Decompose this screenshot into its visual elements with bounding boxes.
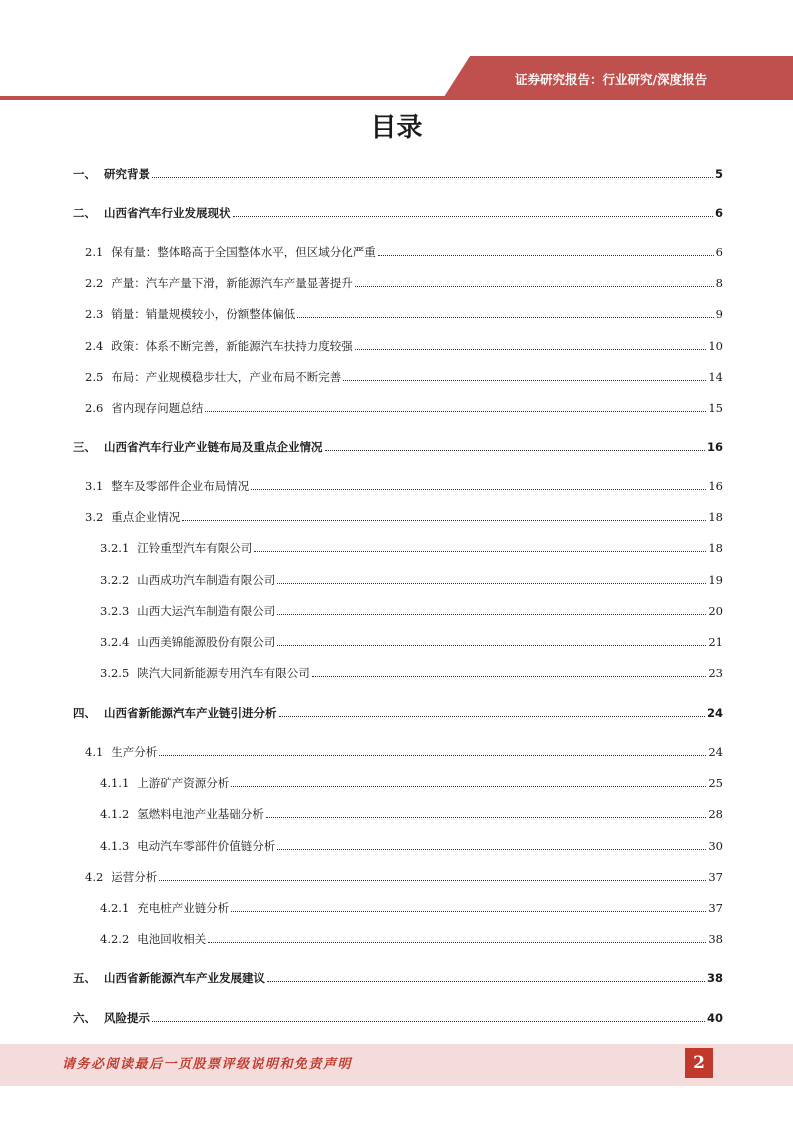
toc-entry[interactable]: 3.2.1 江铃重型汽车有限公司 18 (100, 541, 723, 555)
toc-entry[interactable]: 4.1.1 上游矿产资源分析 25 (100, 776, 723, 790)
toc-entry[interactable]: 4.1.3 电动汽车零部件价值链分析 30 (100, 839, 723, 853)
toc-entry[interactable]: 3.2 重点企业情况 18 (85, 510, 723, 524)
toc-entry[interactable]: 3.2.5 陕汽大同新能源专用汽车有限公司 23 (100, 666, 723, 680)
report-type-label: 证券研究报告：行业研究/深度报告 (515, 72, 708, 87)
toc-entry[interactable]: 4.1.2 氢燃料电池产业基础分析 28 (100, 807, 723, 821)
toc-entry[interactable]: 四、 山西省新能源汽车产业链引进分析 24 (73, 706, 723, 720)
toc-entry[interactable]: 3.1 整车及零部件企业布局情况 16 (85, 479, 723, 493)
toc-entry[interactable]: 3.2.3 山西大运汽车制造有限公司 20 (100, 604, 723, 618)
toc-entry[interactable]: 3.2.2 山西成功汽车制造有限公司 19 (100, 573, 723, 587)
toc-entry[interactable]: 2.3 销量：销量规模较小，份额整体偏低 9 (85, 307, 723, 321)
toc-entry[interactable]: 二、 山西省汽车行业发展现状 6 (73, 206, 723, 220)
toc-entry[interactable]: 4.2 运营分析 37 (85, 870, 723, 884)
toc-entry[interactable]: 2.4 政策：体系不断完善，新能源汽车扶持力度较强 10 (85, 339, 723, 353)
footer-disclaimer: 请务必阅读最后一页股票评级说明和免责声明 (62, 1057, 353, 1072)
toc-entry[interactable]: 2.6 省内现存问题总结 15 (85, 401, 723, 415)
toc-entry[interactable]: 4.1 生产分析 24 (85, 745, 723, 759)
toc-entry[interactable]: 2.1 保有量：整体略高于全国整体水平，但区域分化严重 6 (85, 245, 723, 259)
toc-entry[interactable]: 六、 风险提示 40 (73, 1011, 723, 1025)
toc-entry[interactable]: 4.2.1 充电桩产业链分析 37 (100, 901, 723, 915)
toc-entry[interactable]: 3.2.4 山西美锦能源股份有限公司 21 (100, 635, 723, 649)
toc-entry[interactable]: 2.2 产量：汽车产量下滑，新能源汽车产量显著提升 8 (85, 276, 723, 290)
toc-entry[interactable]: 五、 山西省新能源汽车产业发展建议 38 (73, 971, 723, 985)
toc-entry[interactable]: 2.5 布局：产业规模稳步壮大，产业布局不断完善 14 (85, 370, 723, 384)
page-title: 目录 (370, 113, 423, 143)
toc-entry[interactable]: 三、 山西省汽车行业产业链布局及重点企业情况 16 (73, 440, 723, 454)
toc-entry[interactable]: 4.2.2 电池回收相关 38 (100, 932, 723, 946)
page-number: 2 (685, 1048, 713, 1078)
toc-entry[interactable]: 一、 研究背景 5 (73, 167, 723, 181)
